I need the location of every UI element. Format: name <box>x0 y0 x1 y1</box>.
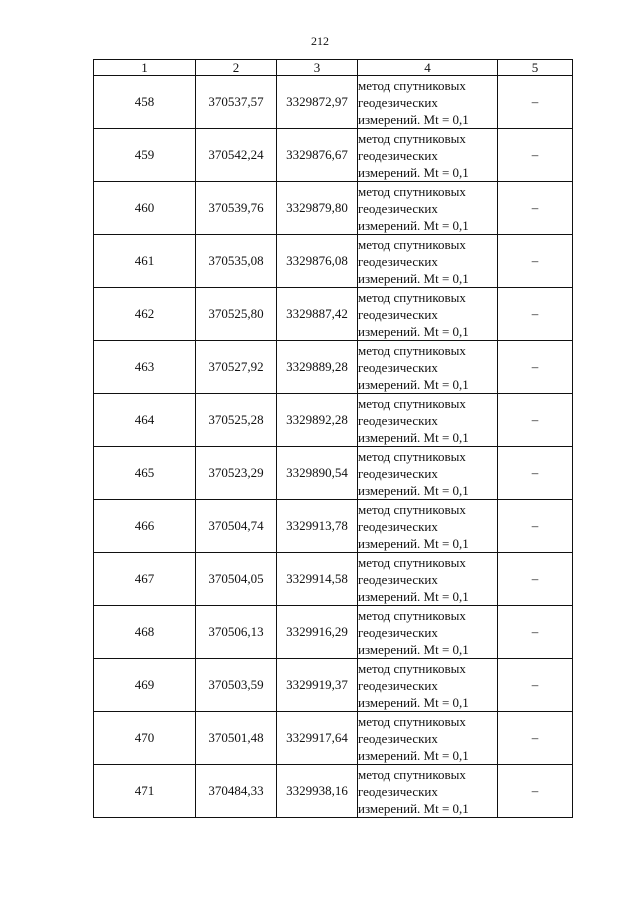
method-line: измерений. Mt = 0,1 <box>358 535 469 551</box>
method-cell <box>358 129 498 182</box>
method-line: метод спутниковых <box>358 448 466 464</box>
method-line: метод спутниковых <box>358 77 466 93</box>
x-coordinate-cell: 370506,13 <box>196 606 277 659</box>
method-line: измерений. Mt = 0,1 <box>358 482 469 498</box>
method-cell <box>358 553 498 606</box>
method-cell <box>358 606 498 659</box>
note-cell: – <box>498 500 573 553</box>
column-header-5: 5 <box>498 60 573 76</box>
table-row <box>94 765 573 818</box>
point-number-cell: 463 <box>94 341 196 394</box>
y-coordinate-cell: 3329917,64 <box>277 712 358 765</box>
method-line: геодезических <box>358 253 438 269</box>
method-line: геодезических <box>358 571 438 587</box>
method-line: измерений. Mt = 0,1 <box>358 376 469 392</box>
note-cell: – <box>498 659 573 712</box>
method-cell <box>358 500 498 553</box>
y-coordinate-cell: 3329892,28 <box>277 394 358 447</box>
x-coordinate-cell: 370523,29 <box>196 447 277 500</box>
method-line: измерений. Mt = 0,1 <box>358 641 469 657</box>
y-coordinate-cell: 3329938,16 <box>277 765 358 818</box>
note-cell: – <box>498 553 573 606</box>
note-cell: – <box>498 394 573 447</box>
method-line: геодезических <box>358 677 438 693</box>
x-coordinate-cell: 370539,76 <box>196 182 277 235</box>
note-cell: – <box>498 341 573 394</box>
table-row <box>94 129 573 182</box>
method-line: метод спутниковых <box>358 766 466 782</box>
method-line: метод спутниковых <box>358 501 466 517</box>
table-row <box>94 712 573 765</box>
point-number-cell: 460 <box>94 182 196 235</box>
y-coordinate-cell: 3329879,80 <box>277 182 358 235</box>
note-cell: – <box>498 129 573 182</box>
method-line: измерений. Mt = 0,1 <box>358 111 469 127</box>
method-line: геодезических <box>358 359 438 375</box>
note-cell: – <box>498 606 573 659</box>
method-cell <box>358 76 498 129</box>
y-coordinate-cell: 3329876,08 <box>277 235 358 288</box>
y-coordinate-cell: 3329887,42 <box>277 288 358 341</box>
method-line: измерений. Mt = 0,1 <box>358 588 469 604</box>
point-number-cell: 461 <box>94 235 196 288</box>
method-line: измерений. Mt = 0,1 <box>358 164 469 180</box>
method-cell <box>358 235 498 288</box>
method-line: метод спутниковых <box>358 607 466 623</box>
method-cell <box>358 659 498 712</box>
method-line: геодезических <box>358 730 438 746</box>
column-header-4: 4 <box>358 60 498 76</box>
table-row <box>94 288 573 341</box>
method-line: измерений. Mt = 0,1 <box>358 800 469 816</box>
method-line: метод спутниковых <box>358 236 466 252</box>
note-cell: – <box>498 76 573 129</box>
x-coordinate-cell: 370535,08 <box>196 235 277 288</box>
point-number-cell: 459 <box>94 129 196 182</box>
table-row <box>94 235 573 288</box>
x-coordinate-cell: 370525,28 <box>196 394 277 447</box>
table-row <box>94 394 573 447</box>
point-number-cell: 465 <box>94 447 196 500</box>
method-line: метод спутниковых <box>358 289 466 305</box>
method-line: метод спутниковых <box>358 342 466 358</box>
note-cell: – <box>498 765 573 818</box>
table-row <box>94 447 573 500</box>
method-cell <box>358 341 498 394</box>
y-coordinate-cell: 3329914,58 <box>277 553 358 606</box>
point-number-cell: 458 <box>94 76 196 129</box>
y-coordinate-cell: 3329889,28 <box>277 341 358 394</box>
method-line: геодезических <box>358 306 438 322</box>
note-cell: – <box>498 447 573 500</box>
y-coordinate-cell: 3329890,54 <box>277 447 358 500</box>
table-row <box>94 76 573 129</box>
method-line: метод спутниковых <box>358 395 466 411</box>
table-row <box>94 341 573 394</box>
table-row <box>94 500 573 553</box>
page-number: 212 <box>311 34 329 48</box>
x-coordinate-cell: 370525,80 <box>196 288 277 341</box>
note-cell: – <box>498 712 573 765</box>
point-number-cell: 468 <box>94 606 196 659</box>
method-line: геодезических <box>358 94 438 110</box>
y-coordinate-cell: 3329916,29 <box>277 606 358 659</box>
y-coordinate-cell: 3329872,97 <box>277 76 358 129</box>
method-cell <box>358 394 498 447</box>
table-header-row <box>94 60 573 76</box>
y-coordinate-cell: 3329919,37 <box>277 659 358 712</box>
table-body <box>94 76 573 818</box>
method-cell <box>358 288 498 341</box>
x-coordinate-cell: 370484,33 <box>196 765 277 818</box>
method-line: метод спутниковых <box>358 713 466 729</box>
method-line: измерений. Mt = 0,1 <box>358 429 469 445</box>
column-header-1: 1 <box>94 60 196 76</box>
x-coordinate-cell: 370527,92 <box>196 341 277 394</box>
method-cell <box>358 447 498 500</box>
method-line: метод спутниковых <box>358 554 466 570</box>
method-line: метод спутниковых <box>358 130 466 146</box>
table-row <box>94 182 573 235</box>
column-header-3: 3 <box>277 60 358 76</box>
point-number-cell: 470 <box>94 712 196 765</box>
note-cell: – <box>498 235 573 288</box>
method-line: измерений. Mt = 0,1 <box>358 694 469 710</box>
x-coordinate-cell: 370537,57 <box>196 76 277 129</box>
note-cell: – <box>498 288 573 341</box>
coordinates-table <box>93 59 573 818</box>
method-line: измерений. Mt = 0,1 <box>358 323 469 339</box>
table-row <box>94 553 573 606</box>
method-line: геодезических <box>358 783 438 799</box>
point-number-cell: 469 <box>94 659 196 712</box>
method-line: геодезических <box>358 147 438 163</box>
method-cell <box>358 182 498 235</box>
y-coordinate-cell: 3329876,67 <box>277 129 358 182</box>
method-line: измерений. Mt = 0,1 <box>358 217 469 233</box>
x-coordinate-cell: 370504,74 <box>196 500 277 553</box>
method-line: геодезических <box>358 412 438 428</box>
method-line: метод спутниковых <box>358 660 466 676</box>
x-coordinate-cell: 370503,59 <box>196 659 277 712</box>
table-row <box>94 659 573 712</box>
method-line: метод спутниковых <box>358 183 466 199</box>
point-number-cell: 466 <box>94 500 196 553</box>
x-coordinate-cell: 370542,24 <box>196 129 277 182</box>
method-line: геодезических <box>358 465 438 481</box>
note-cell: – <box>498 182 573 235</box>
x-coordinate-cell: 370504,05 <box>196 553 277 606</box>
y-coordinate-cell: 3329913,78 <box>277 500 358 553</box>
column-header-2: 2 <box>196 60 277 76</box>
point-number-cell: 471 <box>94 765 196 818</box>
point-number-cell: 462 <box>94 288 196 341</box>
method-line: геодезических <box>358 200 438 216</box>
method-cell <box>358 765 498 818</box>
method-line: измерений. Mt = 0,1 <box>358 747 469 763</box>
method-line: геодезических <box>358 518 438 534</box>
table-row <box>94 606 573 659</box>
x-coordinate-cell: 370501,48 <box>196 712 277 765</box>
point-number-cell: 467 <box>94 553 196 606</box>
method-line: измерений. Mt = 0,1 <box>358 270 469 286</box>
method-line: геодезических <box>358 624 438 640</box>
point-number-cell: 464 <box>94 394 196 447</box>
method-cell <box>358 712 498 765</box>
